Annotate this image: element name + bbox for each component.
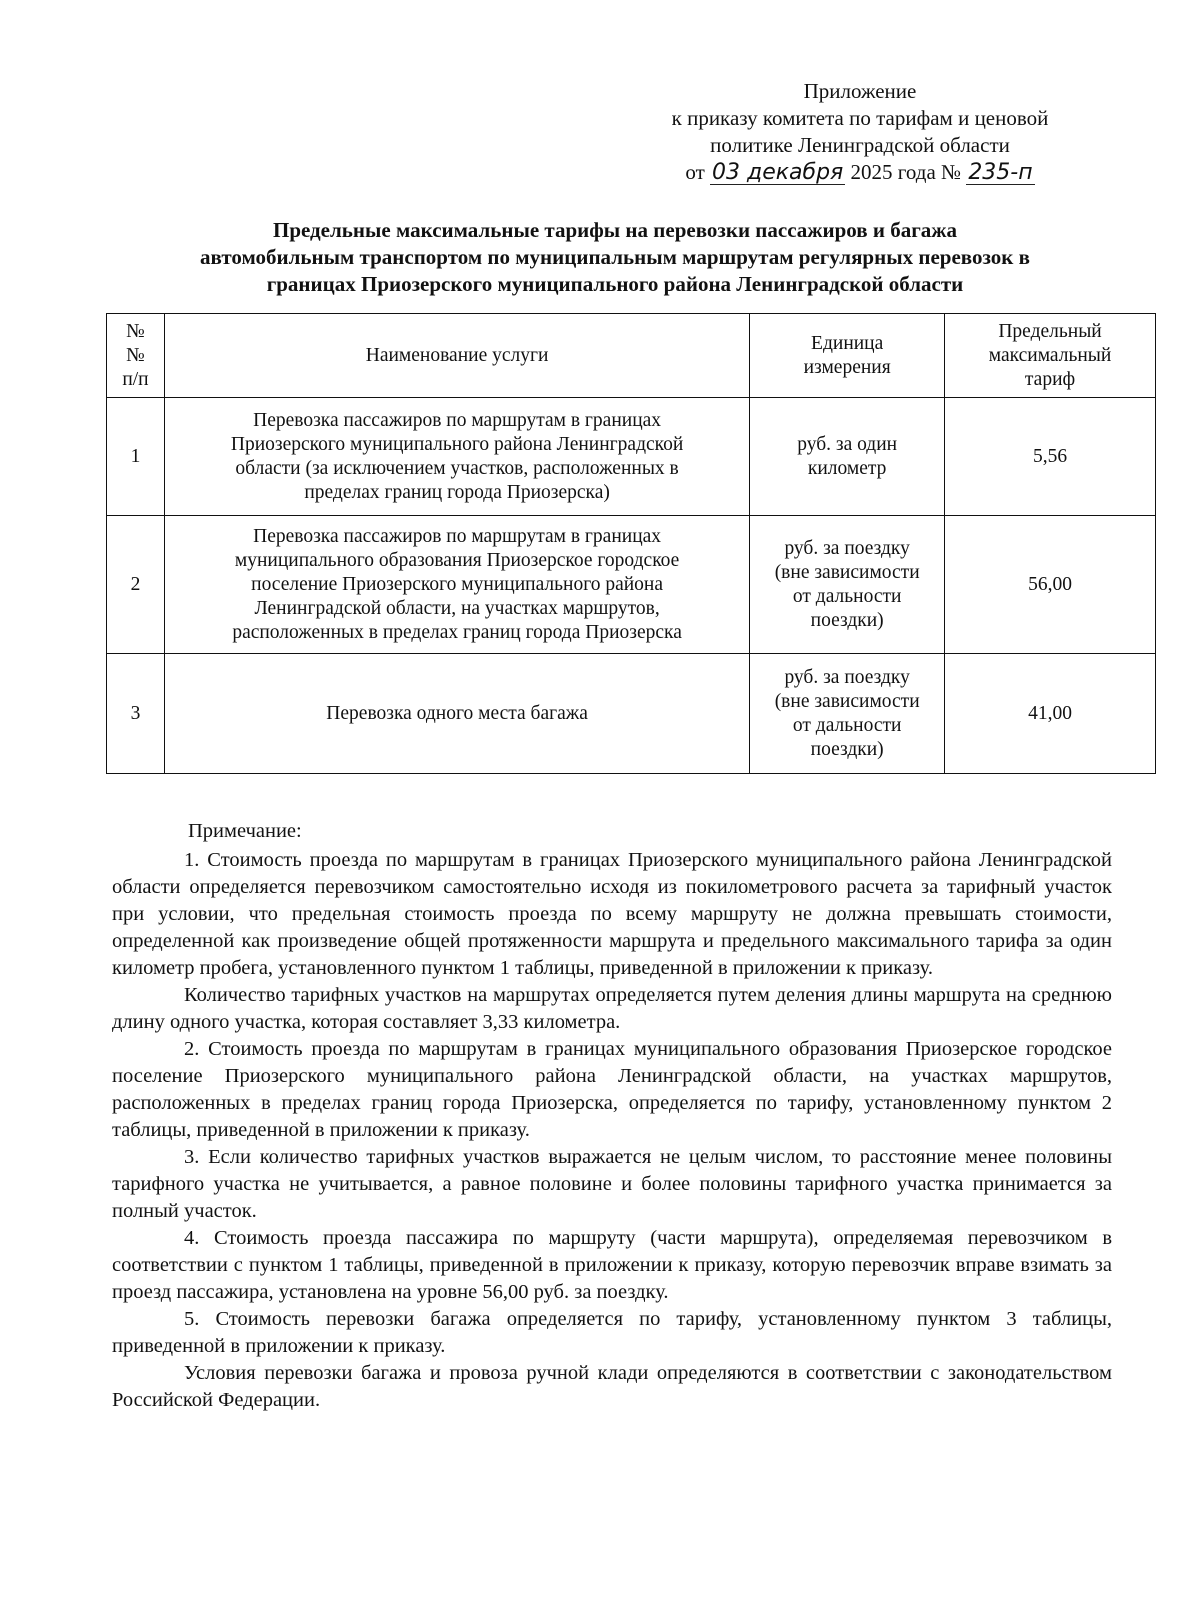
row-num: 2 [107,516,165,654]
title-line-3: границах Приозерского муниципального района Ленинградской области [266,272,964,296]
table-row [107,398,1156,516]
row-unit: руб. за поездку (вне зависимости от дальности поездки) [750,516,945,654]
row-name: Перевозка одного места багажа [164,654,749,774]
row-name: Перевозка пассажиров по маршрутам в границах Приозерского муниципального района Ленинградской области (за исключением участков, расположенных в пределах границ города Приозерска) [164,398,749,516]
handwritten-date: 03 декабря [712,160,844,185]
appendix-committee: политике Ленинградской области [710,133,1010,157]
title-line-2: автомобильным транспортом по муниципальным маршрутам регулярных перевозок в [200,245,1030,269]
note-paragraph: 5. Стоимость перевозки багажа определяется по тарифу, установленному пунктом 3 таблицы, приведенной в приложении к приказу. [112,1308,1112,1357]
appendix-date-line [560,159,1160,186]
date-prefix: от [685,160,705,184]
notes-section [112,818,1112,1414]
table-header-row [107,314,1156,398]
header-num: № № п/п [107,314,165,398]
note-paragraph: Условия перевозки багажа и провоза ручной клади определяются в соответствии с законодательством Российской Федерации. [112,1362,1112,1411]
row-num: 3 [107,654,165,774]
note-paragraph: 1. Стоимость проезда по маршрутам в границах Приозерского муниципального района Ленинградской области определяется перевозчиком самостоятельно исходя из покилометрового расчета за тарифный участок при условии, что предельная стоимость проезда по всему маршруту не должна превышать стоимости, определенной как произведение общей протяженности маршрута и предельного максимального тарифа за один километр пробега, установленного пунктом 1 таблицы, приведенной в приложении к приказу. [112,849,1112,979]
appendix-header [560,78,1160,186]
note-paragraph: 2. Стоимость проезда по маршрутам в границах муниципального образования Приозерское городское поселение Приозерского муниципального района Ленинградской области, на участках маршрутов, расположенных в пределах границ города Приозерска, определяется по тарифу, установленному пунктом 2 таблицы, приведенной в приложении к приказу. [112,1038,1112,1141]
table-row [107,654,1156,774]
row-unit: руб. за поездку (вне зависимости от дальности поездки) [750,654,945,774]
note-paragraph: 3. Если количество тарифных участков выражается не целым числом, то расстояние менее половины тарифного участка не учитывается, а равное половине и более половины тарифного участка принимается за полный участок. [112,1146,1112,1222]
date-year: 2025 года № [850,160,962,184]
tariffs-table [106,313,1156,774]
header-unit: Единица измерения [750,314,945,398]
row-tariff: 41,00 [945,654,1156,774]
row-tariff: 56,00 [945,516,1156,654]
table-row [107,516,1156,654]
note-paragraph: 4. Стоимость проезда пассажира по маршруту (части маршрута), определяемая перевозчиком в соответствии с пунктом 1 таблицы, приведенной в приложении к приказу, которую перевозчик вправе взимать за проезд пассажира, установлена на уровне 56,00 руб. за поездку. [112,1227,1112,1303]
appendix-order-ref: к приказу комитета по тарифам и ценовой [671,106,1049,130]
handwritten-order-number: 235-п [968,160,1033,185]
appendix-label: Приложение [803,79,917,103]
document-title [130,217,1100,298]
row-num: 1 [107,398,165,516]
title-line-1: Предельные максимальные тарифы на перевозки пассажиров и багажа [273,218,957,242]
header-name: Наименование услуги [164,314,749,398]
row-tariff: 5,56 [945,398,1156,516]
row-name: Перевозка пассажиров по маршрутам в границах муниципального образования Приозерское городское поселение Приозерского муниципального района Ленинградской области, на участках маршрутов, расположенных в пределах границ города Приозерска [164,516,749,654]
notes-heading: Примечание: [188,820,302,842]
row-unit: руб. за один километр [750,398,945,516]
note-paragraph: Количество тарифных участков на маршрутах определяется путем деления длины маршрута на среднюю длину одного участка, которая составляет 3,33 километра. [112,984,1112,1033]
header-tariff: Предельный максимальный тариф [945,314,1156,398]
